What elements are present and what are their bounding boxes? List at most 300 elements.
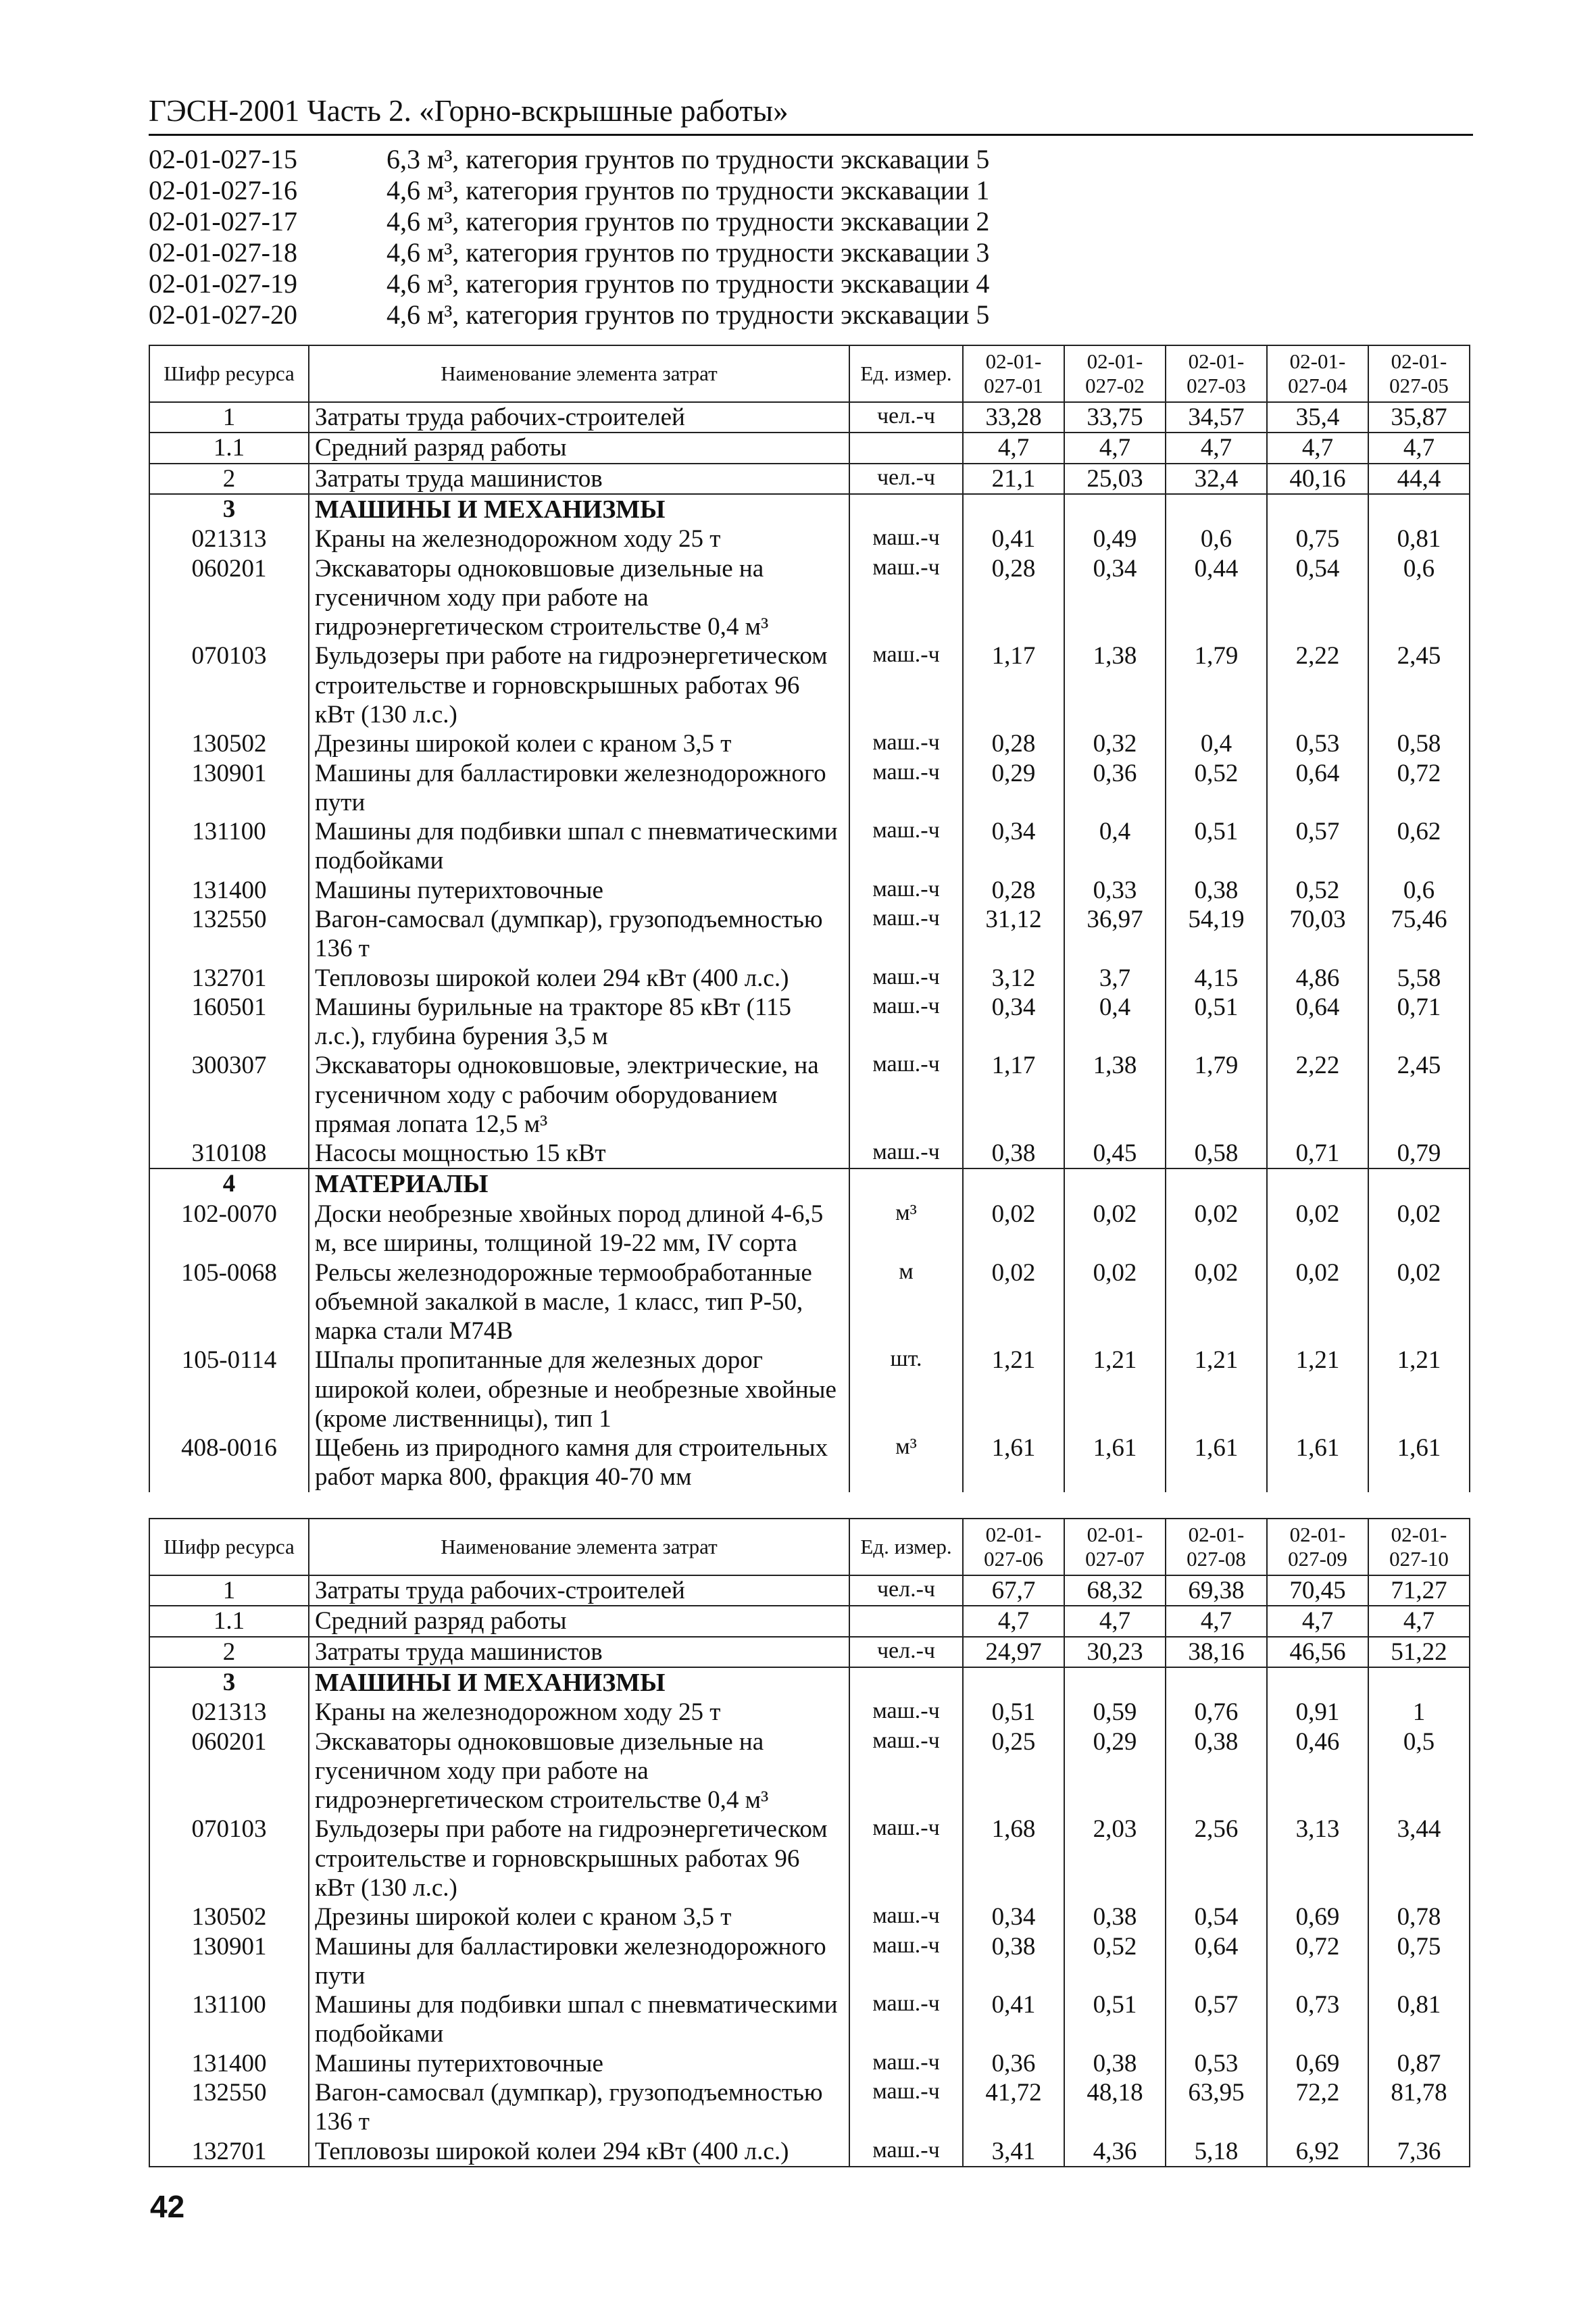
- cost-element-name: Экскаваторы одноковшовые дизельные на гусеничном ходу при работе на гидроэнергетическом строительстве 0,4 м³: [309, 554, 849, 642]
- table-row: [149, 905, 1470, 964]
- norm-value: 0,38: [1064, 2049, 1166, 2078]
- norm-value: 1,61: [1064, 1433, 1166, 1492]
- table-row: [149, 402, 1470, 433]
- norm-value: 0,34: [963, 817, 1064, 876]
- norm-value: 0,38: [963, 1932, 1064, 1991]
- page-number: 42: [150, 2189, 185, 2224]
- norm-value: 72,2: [1267, 2078, 1368, 2137]
- norm-value: 4,7: [1267, 1606, 1368, 1636]
- norm-value: 0,76: [1166, 1698, 1267, 1727]
- norm-value: [963, 494, 1064, 524]
- norm-value: 3,44: [1368, 1815, 1470, 1902]
- code-number: 02-01-027-18: [149, 237, 297, 268]
- header-code: Шифр ресурса: [149, 1519, 309, 1575]
- norm-value: [1166, 1168, 1267, 1199]
- cost-element-name: Машины для подбивки шпал с пневматическими подбойками: [309, 1990, 849, 2049]
- norm-value: 70,03: [1267, 905, 1368, 964]
- norm-value: 7,36: [1368, 2137, 1470, 2167]
- cost-element-name: Затраты труда машинистов: [309, 1637, 849, 1667]
- unit-of-measure: маш.-ч: [849, 1815, 963, 1902]
- table-row: [149, 1990, 1470, 2049]
- norm-value: 4,7: [1064, 433, 1166, 463]
- norm-value: 0,51: [1064, 1990, 1166, 2049]
- table-row: [149, 1932, 1470, 1991]
- norm-value: 0,32: [1064, 729, 1166, 758]
- norm-value: 0,73: [1267, 1990, 1368, 2049]
- norm-value: 1,21: [1368, 1346, 1470, 1433]
- cost-element-name: Насосы мощностью 15 кВт: [309, 1139, 849, 1168]
- table-row: [149, 1637, 1470, 1667]
- code-list-item: [149, 237, 1473, 268]
- unit-of-measure: маш.-ч: [849, 1932, 963, 1991]
- unit-of-measure: маш.-ч: [849, 554, 963, 642]
- norm-value: 1,61: [1267, 1433, 1368, 1492]
- header-col: 02-01-027-03: [1166, 345, 1267, 402]
- table-row: [149, 433, 1470, 463]
- norm-value: 40,16: [1267, 464, 1368, 494]
- norm-value: 70,45: [1267, 1575, 1368, 1606]
- resource-code: 1: [149, 402, 309, 433]
- unit-of-measure: маш.-ч: [849, 2078, 963, 2137]
- norm-value: 0,52: [1064, 1932, 1166, 1991]
- table-row: [149, 1902, 1470, 1931]
- norm-value: 4,7: [1166, 433, 1267, 463]
- norm-value: 41,72: [963, 2078, 1064, 2137]
- norm-value: [1064, 1667, 1166, 1698]
- unit-of-measure: маш.-ч: [849, 641, 963, 729]
- norm-value: 0,4: [1064, 993, 1166, 1052]
- header-name: Наименование элемента затрат: [309, 1519, 849, 1575]
- cost-element-name: МАШИНЫ И МЕХАНИЗМЫ: [309, 494, 849, 524]
- table-row: [149, 1433, 1470, 1492]
- norm-value: 46,56: [1267, 1637, 1368, 1667]
- resource-code: 105-0114: [149, 1346, 309, 1433]
- norm-value: 0,54: [1267, 554, 1368, 642]
- table-row: [149, 1575, 1470, 1606]
- code-number: 02-01-027-15: [149, 143, 297, 174]
- cost-element-name: Щебень из природного камня для строительных работ марка 800, фракция 40-70 мм: [309, 1433, 849, 1492]
- table-row: [149, 729, 1470, 758]
- norm-value: 35,87: [1368, 402, 1470, 433]
- norm-value: 0,25: [963, 1727, 1064, 1815]
- norm-value: 0,54: [1166, 1902, 1267, 1931]
- section-row: [149, 494, 1470, 524]
- table-row: [149, 759, 1470, 818]
- table-row: [149, 524, 1470, 553]
- norm-value: 0,75: [1368, 1932, 1470, 1991]
- cost-element-name: МАШИНЫ И МЕХАНИЗМЫ: [309, 1667, 849, 1698]
- unit-of-measure: маш.-ч: [849, 964, 963, 993]
- cost-element-name: Затраты труда машинистов: [309, 464, 849, 494]
- resource-code: 070103: [149, 641, 309, 729]
- resource-code: 021313: [149, 524, 309, 553]
- table-row: [149, 554, 1470, 642]
- code-number: 02-01-027-17: [149, 205, 297, 237]
- norm-value: 0,59: [1064, 1698, 1166, 1727]
- norm-value: 69,38: [1166, 1575, 1267, 1606]
- norm-value: 68,32: [1064, 1575, 1166, 1606]
- table-row: [149, 2078, 1470, 2137]
- table-row: [149, 464, 1470, 494]
- norm-value: 3,12: [963, 964, 1064, 993]
- resource-code: 105-0068: [149, 1258, 309, 1346]
- norm-value: [1267, 494, 1368, 524]
- resource-code: 130901: [149, 1932, 309, 1991]
- norm-value: 0,58: [1166, 1139, 1267, 1168]
- norm-value: 0,29: [963, 759, 1064, 818]
- norm-value: 4,15: [1166, 964, 1267, 993]
- norm-value: 51,22: [1368, 1637, 1470, 1667]
- resource-code: 3: [149, 1667, 309, 1698]
- norm-value: 21,1: [963, 464, 1064, 494]
- norm-value: 0,49: [1064, 524, 1166, 553]
- norm-value: 4,7: [1064, 1606, 1166, 1636]
- norm-value: 0,02: [1368, 1200, 1470, 1258]
- resource-code: 131100: [149, 817, 309, 876]
- unit-of-measure: маш.-ч: [849, 1051, 963, 1139]
- norm-value: 0,02: [1166, 1200, 1267, 1258]
- header-col: 02-01-027-02: [1064, 345, 1166, 402]
- norm-value: 0,38: [1166, 1727, 1267, 1815]
- norm-value: 5,18: [1166, 2137, 1267, 2167]
- unit-of-measure: чел.-ч: [849, 1637, 963, 1667]
- cost-element-name: МАТЕРИАЛЫ: [309, 1168, 849, 1199]
- cost-element-name: Машины путерихтовочные: [309, 876, 849, 905]
- norm-value: 1,61: [963, 1433, 1064, 1492]
- table-row: [149, 876, 1470, 905]
- unit-of-measure: маш.-ч: [849, 1990, 963, 2049]
- unit-of-measure: [849, 1667, 963, 1698]
- norm-value: 1,68: [963, 1815, 1064, 1902]
- resource-code: 4: [149, 1168, 309, 1199]
- unit-of-measure: [849, 1606, 963, 1636]
- cost-element-name: Бульдозеры при работе на гидроэнергетическом строительстве и горновскрышных работах 96 кВт (130 л.с.): [309, 641, 849, 729]
- norm-value: 0,34: [1064, 554, 1166, 642]
- cost-element-name: Машины путерихтовочные: [309, 2049, 849, 2078]
- code-description: 4,6 м³, категория грунтов по трудности экскавации 4: [386, 268, 990, 299]
- norm-value: 0,53: [1166, 2049, 1267, 2078]
- unit-of-measure: маш.-ч: [849, 2049, 963, 2078]
- cost-element-name: Дрезины широкой колеи с краном 3,5 т: [309, 1902, 849, 1931]
- cost-element-name: Экскаваторы одноковшовые, электрические, на гусеничном ходу с рабочим оборудованием прямая лопата 12,5 м³: [309, 1051, 849, 1139]
- resource-code: 131400: [149, 876, 309, 905]
- norm-value: 0,4: [1166, 729, 1267, 758]
- norm-value: 1,21: [1064, 1346, 1166, 1433]
- norm-value: 0,52: [1166, 759, 1267, 818]
- code-list-item: [149, 143, 1473, 174]
- unit-of-measure: чел.-ч: [849, 402, 963, 433]
- norm-value: [1064, 1168, 1166, 1199]
- section-row: [149, 1667, 1470, 1698]
- norm-value: 0,34: [963, 993, 1064, 1052]
- unit-of-measure: м³: [849, 1200, 963, 1258]
- cost-element-name: Экскаваторы одноковшовые дизельные на гусеничном ходу при работе на гидроэнергетическом строительстве 0,4 м³: [309, 1727, 849, 1815]
- unit-of-measure: маш.-ч: [849, 993, 963, 1052]
- norm-value: 0,5: [1368, 1727, 1470, 1815]
- norm-value: [1267, 1667, 1368, 1698]
- table-row: [149, 641, 1470, 729]
- cost-element-name: Рельсы железнодорожные термообработанные объемной закалкой в масле, 1 класс, тип Р-50, марка стали М74В: [309, 1258, 849, 1346]
- norm-value: 1,61: [1166, 1433, 1267, 1492]
- norm-value: 35,4: [1267, 402, 1368, 433]
- norm-value: 4,7: [1368, 433, 1470, 463]
- cost-element-name: Машины бурильные на тракторе 85 кВт (115 л.с.), глубина бурения 3,5 м: [309, 993, 849, 1052]
- norm-value: 30,23: [1064, 1637, 1166, 1667]
- code-list: [149, 143, 1473, 330]
- header-col: 02-01-027-06: [963, 1519, 1064, 1575]
- norm-value: 1,17: [963, 641, 1064, 729]
- norm-value: [1368, 494, 1470, 524]
- unit-of-measure: маш.-ч: [849, 1139, 963, 1168]
- norm-value: 0,46: [1267, 1727, 1368, 1815]
- resource-code: 160501: [149, 993, 309, 1052]
- cost-element-name: Средний разряд работы: [309, 1606, 849, 1636]
- cost-element-name: Доски необрезные хвойных пород длиной 4-6,5 м, все ширины, толщиной 19-22 мм, IV сорта: [309, 1200, 849, 1258]
- header-col: 02-01-027-10: [1368, 1519, 1470, 1575]
- header-col: 02-01-027-09: [1267, 1519, 1368, 1575]
- norm-value: 4,86: [1267, 964, 1368, 993]
- norm-value: 0,72: [1267, 1932, 1368, 1991]
- table-row: [149, 1698, 1470, 1727]
- norm-value: 3,7: [1064, 964, 1166, 993]
- code-description: 4,6 м³, категория грунтов по трудности экскавации 1: [386, 174, 990, 205]
- norm-value: 0,51: [963, 1698, 1064, 1727]
- norm-value: 0,69: [1267, 2049, 1368, 2078]
- table-row: [149, 1258, 1470, 1346]
- unit-of-measure: [849, 1168, 963, 1199]
- cost-element-name: Машины для подбивки шпал с пневматическими подбойками: [309, 817, 849, 876]
- cost-element-name: Тепловозы широкой колеи 294 кВт (400 л.с.): [309, 964, 849, 993]
- unit-of-measure: маш.-ч: [849, 729, 963, 758]
- cost-element-name: Вагон-самосвал (думпкар), грузоподъемностью 136 т: [309, 905, 849, 964]
- norm-value: 33,28: [963, 402, 1064, 433]
- resource-code: 408-0016: [149, 1433, 309, 1492]
- norm-value: 0,02: [1166, 1258, 1267, 1346]
- norm-value: 0,29: [1064, 1727, 1166, 1815]
- cost-element-name: Машины для балластировки железнодорожного пути: [309, 759, 849, 818]
- norm-value: 0,71: [1267, 1139, 1368, 1168]
- table-row: [149, 1051, 1470, 1139]
- section-row: [149, 1168, 1470, 1199]
- norm-value: 2,22: [1267, 641, 1368, 729]
- code-description: 4,6 м³, категория грунтов по трудности экскавации 5: [386, 299, 990, 330]
- norm-value: 4,7: [963, 1606, 1064, 1636]
- resource-code: 130901: [149, 759, 309, 818]
- header-unit: Ед. измер.: [849, 1519, 963, 1575]
- cost-element-name: Затраты труда рабочих-строителей: [309, 402, 849, 433]
- norm-value: 0,41: [963, 524, 1064, 553]
- resource-code: 060201: [149, 1727, 309, 1815]
- norm-value: 0,36: [1064, 759, 1166, 818]
- cost-element-name: Тепловозы широкой колеи 294 кВт (400 л.с.): [309, 2137, 849, 2167]
- resource-code: 131400: [149, 2049, 309, 2078]
- norm-value: 4,7: [963, 433, 1064, 463]
- code-description: 6,3 м³, категория грунтов по трудности экскавации 5: [386, 143, 990, 174]
- norm-value: 1,17: [963, 1051, 1064, 1139]
- resource-code: 132550: [149, 2078, 309, 2137]
- cost-element-name: Машины для балластировки железнодорожного пути: [309, 1932, 849, 1991]
- norm-value: 75,46: [1368, 905, 1470, 964]
- norm-value: 24,97: [963, 1637, 1064, 1667]
- norm-value: 4,7: [1166, 1606, 1267, 1636]
- norm-value: 1,38: [1064, 1051, 1166, 1139]
- norm-value: 0,75: [1267, 524, 1368, 553]
- resource-code: 132550: [149, 905, 309, 964]
- norm-value: 4,7: [1368, 1606, 1470, 1636]
- norm-value: 1,61: [1368, 1433, 1470, 1492]
- norm-value: 0,64: [1267, 759, 1368, 818]
- cost-element-name: Шпалы пропитанные для железных дорог широкой колеи, обрезные и необрезные хвойные (кроме лиственницы), тип 1: [309, 1346, 849, 1433]
- code-description: 4,6 м³, категория грунтов по трудности экскавации 2: [386, 205, 990, 237]
- resource-code: 021313: [149, 1698, 309, 1727]
- norm-value: 2,03: [1064, 1815, 1166, 1902]
- unit-of-measure: маш.-ч: [849, 1902, 963, 1931]
- norm-value: 0,02: [963, 1200, 1064, 1258]
- norm-value: 0,38: [963, 1139, 1064, 1168]
- norm-value: 0,53: [1267, 729, 1368, 758]
- cost-element-name: Затраты труда рабочих-строителей: [309, 1575, 849, 1606]
- page-header-title: ГЭСН-2001 Часть 2. «Горно-вскрышные работы»: [149, 94, 789, 128]
- norm-value: 71,27: [1368, 1575, 1470, 1606]
- table-header-row: [149, 1519, 1470, 1575]
- norm-value: [1166, 1667, 1267, 1698]
- header-unit: Ед. измер.: [849, 345, 963, 402]
- cost-element-name: Бульдозеры при работе на гидроэнергетическом строительстве и горновскрышных работах 96 кВт (130 л.с.): [309, 1815, 849, 1902]
- norm-value: 3,13: [1267, 1815, 1368, 1902]
- norm-value: 0,38: [1064, 1902, 1166, 1931]
- norm-value: 0,38: [1166, 876, 1267, 905]
- norm-value: 0,62: [1368, 817, 1470, 876]
- norm-value: 0,34: [963, 1902, 1064, 1931]
- norm-value: 0,91: [1267, 1698, 1368, 1727]
- norm-value: 0,44: [1166, 554, 1267, 642]
- unit-of-measure: шт.: [849, 1346, 963, 1433]
- code-list-item: [149, 205, 1473, 237]
- table-row: [149, 1815, 1470, 1902]
- norm-value: 0,41: [963, 1990, 1064, 2049]
- resource-code: 2: [149, 1637, 309, 1667]
- header-col: 02-01-027-04: [1267, 345, 1368, 402]
- page-header: [149, 93, 1473, 136]
- norm-value: 0,87: [1368, 2049, 1470, 2078]
- header-name: Наименование элемента затрат: [309, 345, 849, 402]
- norm-value: 1,21: [1166, 1346, 1267, 1433]
- norm-value: 0,71: [1368, 993, 1470, 1052]
- resource-code: 1.1: [149, 433, 309, 463]
- table-row: [149, 1200, 1470, 1258]
- resource-table-2: [149, 1518, 1470, 2167]
- unit-of-measure: чел.-ч: [849, 464, 963, 494]
- norm-value: 44,4: [1368, 464, 1470, 494]
- resource-code: 2: [149, 464, 309, 494]
- norm-value: [1368, 1667, 1470, 1698]
- norm-value: [963, 1667, 1064, 1698]
- norm-value: 67,7: [963, 1575, 1064, 1606]
- unit-of-measure: м³: [849, 1433, 963, 1492]
- unit-of-measure: маш.-ч: [849, 876, 963, 905]
- norm-value: 0,58: [1368, 729, 1470, 758]
- norm-value: 2,45: [1368, 1051, 1470, 1139]
- resource-code: 132701: [149, 2137, 309, 2167]
- norm-value: 25,03: [1064, 464, 1166, 494]
- norm-value: 32,4: [1166, 464, 1267, 494]
- norm-value: 0,52: [1267, 876, 1368, 905]
- norm-value: 0,45: [1064, 1139, 1166, 1168]
- resource-code: 060201: [149, 554, 309, 642]
- code-list-item: [149, 268, 1473, 299]
- norm-value: 1,21: [963, 1346, 1064, 1433]
- norm-value: 54,19: [1166, 905, 1267, 964]
- norm-value: 5,58: [1368, 964, 1470, 993]
- norm-value: 2,22: [1267, 1051, 1368, 1139]
- cost-element-name: Краны на железнодорожном ходу 25 т: [309, 524, 849, 553]
- norm-value: 0,81: [1368, 524, 1470, 553]
- norm-value: 0,36: [963, 2049, 1064, 2078]
- norm-value: 0,72: [1368, 759, 1470, 818]
- norm-value: 0,57: [1267, 817, 1368, 876]
- norm-value: 38,16: [1166, 1637, 1267, 1667]
- header-col: 02-01-027-01: [963, 345, 1064, 402]
- norm-value: 0,02: [1267, 1258, 1368, 1346]
- header-col: 02-01-027-08: [1166, 1519, 1267, 1575]
- norm-value: [1166, 494, 1267, 524]
- norm-value: 6,92: [1267, 2137, 1368, 2167]
- code-number: 02-01-027-20: [149, 299, 297, 330]
- norm-value: 0,79: [1368, 1139, 1470, 1168]
- norm-value: 0,51: [1166, 817, 1267, 876]
- code-number: 02-01-027-19: [149, 268, 297, 299]
- norm-value: 0,33: [1064, 876, 1166, 905]
- norm-value: 1,79: [1166, 1051, 1267, 1139]
- norm-value: 0,28: [963, 876, 1064, 905]
- resource-code: 3: [149, 494, 309, 524]
- norm-value: 1,38: [1064, 641, 1166, 729]
- norm-value: 31,12: [963, 905, 1064, 964]
- table-header-row: [149, 345, 1470, 402]
- norm-value: 2,56: [1166, 1815, 1267, 1902]
- header-col: 02-01-027-07: [1064, 1519, 1166, 1575]
- norm-value: 0,78: [1368, 1902, 1470, 1931]
- norm-value: [1368, 1168, 1470, 1199]
- norm-value: [963, 1168, 1064, 1199]
- table-row: [149, 1606, 1470, 1636]
- code-list-item: [149, 299, 1473, 330]
- cost-element-name: Дрезины широкой колеи с краном 3,5 т: [309, 729, 849, 758]
- resource-code: 070103: [149, 1815, 309, 1902]
- resource-code: 1.1: [149, 1606, 309, 1636]
- unit-of-measure: м: [849, 1258, 963, 1346]
- cost-element-name: Вагон-самосвал (думпкар), грузоподъемностью 136 т: [309, 2078, 849, 2137]
- norm-value: 48,18: [1064, 2078, 1166, 2137]
- unit-of-measure: маш.-ч: [849, 1727, 963, 1815]
- resource-code: 130502: [149, 1902, 309, 1931]
- norm-value: 0,51: [1166, 993, 1267, 1052]
- resource-code: 310108: [149, 1139, 309, 1168]
- unit-of-measure: чел.-ч: [849, 1575, 963, 1606]
- resource-table-1: [149, 345, 1470, 1492]
- norm-value: 63,95: [1166, 2078, 1267, 2137]
- norm-value: 34,57: [1166, 402, 1267, 433]
- table-row: [149, 817, 1470, 876]
- norm-value: 36,97: [1064, 905, 1166, 964]
- table-row: [149, 2049, 1470, 2078]
- resource-code: 1: [149, 1575, 309, 1606]
- norm-value: 0,28: [963, 729, 1064, 758]
- norm-value: 1,79: [1166, 641, 1267, 729]
- norm-value: 0,57: [1166, 1990, 1267, 2049]
- header-col: 02-01-027-05: [1368, 345, 1470, 402]
- norm-value: 3,41: [963, 2137, 1064, 2167]
